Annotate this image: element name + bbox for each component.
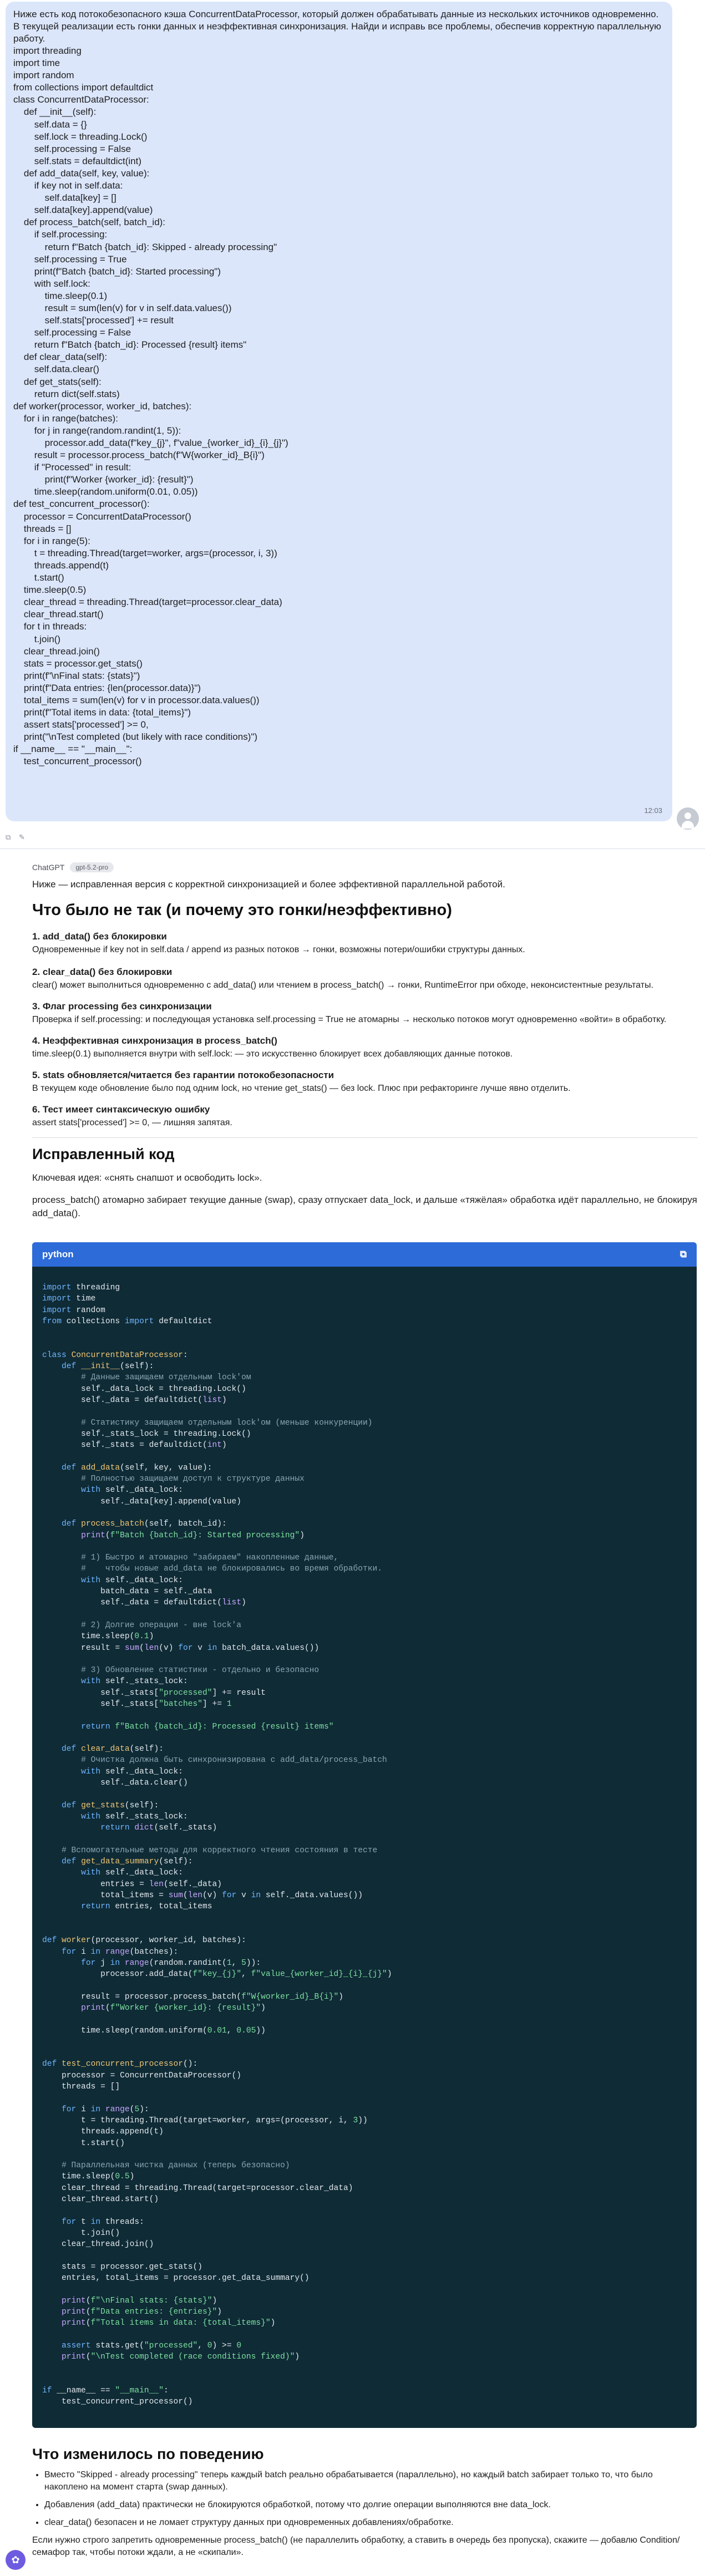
issue-item: [32, 1103, 698, 1130]
assistant-lead: Ниже — исправленная версия с корректной синхронизацией и более эффективной параллельной работой.: [32, 879, 505, 890]
divider: [0, 848, 705, 849]
message-actions: [6, 834, 27, 841]
heading-fixed-code: Исправленный код: [32, 1146, 175, 1162]
issue-title: 4. Неэффективная синхронизация в process_batch(): [32, 1035, 277, 1046]
issue-title: 1. add_data() без блокировки: [32, 931, 167, 942]
issue-item: [32, 1034, 698, 1061]
user-avatar: [677, 807, 699, 830]
code-block: [32, 1242, 697, 2428]
issue-title: 3. Флаг processing без синхронизации: [32, 1001, 212, 1012]
key-idea: Ключевая идея: «снять снапшот и освободить lock».: [32, 1172, 262, 1183]
user-message-bubble: [6, 2, 672, 821]
behavior-changes-section: [32, 2445, 698, 2559]
change-item: • clear_data() безопасен и не ломает структуру данных при одновременных добавлениях/обработке.: [44, 2517, 698, 2529]
assistant-message: [32, 862, 698, 1220]
assistant-name: ChatGPT: [32, 863, 65, 872]
issue-item: [32, 1000, 698, 1027]
change-item: • Добавления (add_data) практически не блокируются обработкой, потому что долгие операции выполняются вне data_lock.: [44, 2499, 698, 2511]
issue-text: Одновременные if key not in self.data / append из разных потоков → гонки, возможны потери/ошибки структуры данных.: [32, 945, 525, 954]
heading-what-was-wrong: Что было не так (и почему это гонки/неэффективно): [32, 901, 452, 919]
copy-code-icon[interactable]: ⧉: [679, 1249, 687, 1259]
issue-text: time.sleep(0.1) выполняется внутри with self.lock: — это искусственно блокирует всех добавляющих данные потоков.: [32, 1049, 513, 1059]
key-idea-text: process_batch() атомарно забирает текущие данные (swap), сразу отпускает data_lock, и дальше «тяжёлая» обработка идёт параллельно, не блокируя add_data().: [32, 1195, 697, 1218]
divider: [32, 1137, 698, 1138]
issue-item: [32, 1069, 698, 1095]
issue-item: [32, 966, 698, 992]
issue-title: 5. stats обновляется/читается без гарантии потокобезопасности: [32, 1070, 334, 1080]
code-block-header: [32, 1242, 697, 1267]
issue-text: В текущем коде обновление было под одним lock, но чтение get_stats() — без lock. Плюс при рефакторинге лучше явно отделить.: [32, 1084, 571, 1093]
issue-title: 6. Тест имеет синтаксическую ошибку: [32, 1104, 210, 1115]
assistant-avatar: ✿: [6, 2550, 26, 2570]
user-message-intro: Ниже есть код потокобезопасного кэша ConcurrentDataProcessor, который должен обрабатывать данные из нескольких источников одновременно. В текущей реализации есть гонки данных и неэффективная синхронизация. Найди и исправь все проблемы, обеспечив корректную параллельную работу.: [13, 9, 661, 44]
issue-item: [32, 930, 698, 957]
issues-list: [32, 930, 698, 1130]
model-badge: gpt-5.2-pro: [70, 862, 114, 872]
issue-text: Проверка if self.processing: и последующая установка self.processing = True не атомарны → несколько потоков могут одновременно «войти» в обработку.: [32, 1015, 667, 1024]
copy-icon[interactable]: ⧉: [6, 833, 11, 841]
heading-behavior-changes: Что изменилось по поведению: [32, 2446, 264, 2462]
message-timestamp: 12:03: [644, 806, 662, 815]
changes-list: [32, 2469, 698, 2529]
issue-text: clear() может выполниться одновременно с add_data() или чтением в process_batch() → гонки, RuntimeError при обходе, неконсистентные результаты.: [32, 980, 653, 990]
user-message-code: import threading import time import random from collections import defaultdict class ConcurrentDataProcessor: def __init__(self): self.data = {} self.lock = threading.Lock() self.processing = False self.stats = defaultdict(int) def add_data(self, key, value): if key not in self.data: self.data[key] = [] self.data[key].append(value) def process_batch(self, batch_id): if self.processing: return f"Batch {batch_id}: Skipped - already processing" self.processing = True print(f"Batch {batch_id}: Started processing") with self.lock: time.sleep(0.1) result = sum(len(v) for v in self.data.values()) self.stats['processed'] += result self.processing = False return f"Batch {batch_id}: Processed {result} items" def clear_data(self): self.data.clear() def get_stats(self): return dict(self.stats) def worker(processor, worker_id, batches): for i in range(batches): for j in range(random.randint(1, 5)): processor.add_data(f"key_{j}", f"value_{worker_id}_{i}_{j}") result = processor.process_batch(f"W{worker_id}_B{i}") if "Processed" in result: print(f"Worker {worker_id}: {result}") time.sleep(random.uniform(0.01, 0.05)) def test_concurrent_processor(): processor = ConcurrentDataProcessor() threads = [] for i in range(5): t = threading.Thread(target=worker, args=(processor, i, 3)) threads.append(t) t.start() time.sleep(0.5) clear_thread = threading.Thread(target=processor.clear_data) clear_thread.start() for t in threads: t.join() clear_thread.join() stats = processor.get_stats() print(f"\nFinal stats: {stats}") print(f"Data entries: {len(processor.data)}") total_items = sum(len(v) for v in processor.data.values()) print(f"Total items in data: {total_items}") assert stats['processed'] >= 0, print("\nTest completed (but likely with race conditions)") if __name__ == "__main__": test_concurrent_processor(): [13, 45, 288, 767]
edit-icon[interactable]: ✎: [19, 833, 25, 841]
assistant-meta: [32, 862, 698, 872]
issue-title: 2. clear_data() без блокировки: [32, 967, 173, 977]
closing-text: Если нужно строго запретить одновременные process_batch() (не параллелить обработку, а ставить в очередь без пропуска), скажите — добавлю Condition/семафор так, чтобы потоки ждали, а не «скипали».: [32, 2536, 680, 2557]
code-language-label: python: [42, 1249, 74, 1259]
code-content: import threading import time import random from collections import defaultdict class ConcurrentDataProcessor: def __init__(self): # Данные защищаем отдельным lock'ом self._data_lock = threading.Lock() self._data = defaultdict(list) # Статистику защищаем отдельным lock'ом (меньше конкуренции) self._stats_lock = threading.Lock() self._stats = defaultdict(int) def add_data(self, key, value): # Полностью защищаем доступ к структуре данных with self._data_lock: self._data[key].append(value) def process_batch(self, batch_id): print(f"Batch {batch_id}: Started processing") # 1) Быстро и атомарно "забираем" накопленные данные, # чтобы новые add_data не блокировались во время обработки. with self._data_lock: batch_data = self._data self._data = defaultdict(list) # 2) Долгие операции - вне lock'a time.sleep(0.1) result = sum(len(v) for v in batch_data.values()) # 3) Обновление статистики - отдельно и безопасно with self._stats_lock: self._stats["processed"] += result self._stats["batches"] += 1 return f"Batch {batch_id}: Processed {result} items" def clear_data(self): # Очистка должна быть синхронизирована с add_data/process_batch with self._data_lock: self._data.clear() def get_stats(self): with self._stats_lock: return dict(self._stats) # Вспомогательные методы для корректного чтения состояния в тесте def get_data_summary(self): with self._data_lock: entries = len(self._data) total_items = sum(len(v) for v in self._data.values()) return entries, total_items def worker(processor, worker_id, batches): for i in range(batches): for j in range(random.randint(1, 5)): processor.add_data(f"key_{j}", f"value_{worker_id}_{i}_{j}") result = processor.process_batch(f"W{worker_id}_B{i}") print(f"Worker {worker_id}: {result}") time.sleep(random.uniform(0.01, 0.05)) def test_concurrent_processor(): processor = ConcurrentDataProcessor() threads = [] for i in range(5): t = threading.Thread(target=worker, args=(processor, i, 3)) threads.append(t) t.start() # Параллельная чистка данных (теперь безопасно) time.sleep(0.5) clear_thread = threading.Thread(target=processor.clear_data) clear_thread.start() for t in threads: t.join() clear_thread.join() stats = processor.get_stats() entries, total_items = processor.get_data_summary() print(f"\nFinal stats: {stats}") print(f"Data entries: {entries}") print(f"Total items in data: {total_items}") assert stats.get("processed", 0) >= 0 print("\nTest completed (race conditions fixed)") if __name__ == "__main__": test_concurrent_processor(): [42, 1283, 392, 2407]
issue-text: assert stats['processed'] >= 0, — лишняя запятая.: [32, 1118, 232, 1127]
change-item: • Вместо "Skipped - already processing" теперь каждый batch реально обрабатывается (параллельно), но каждый batch забирает только то, что было накоплено на момент старта (swap данных).: [44, 2469, 698, 2493]
